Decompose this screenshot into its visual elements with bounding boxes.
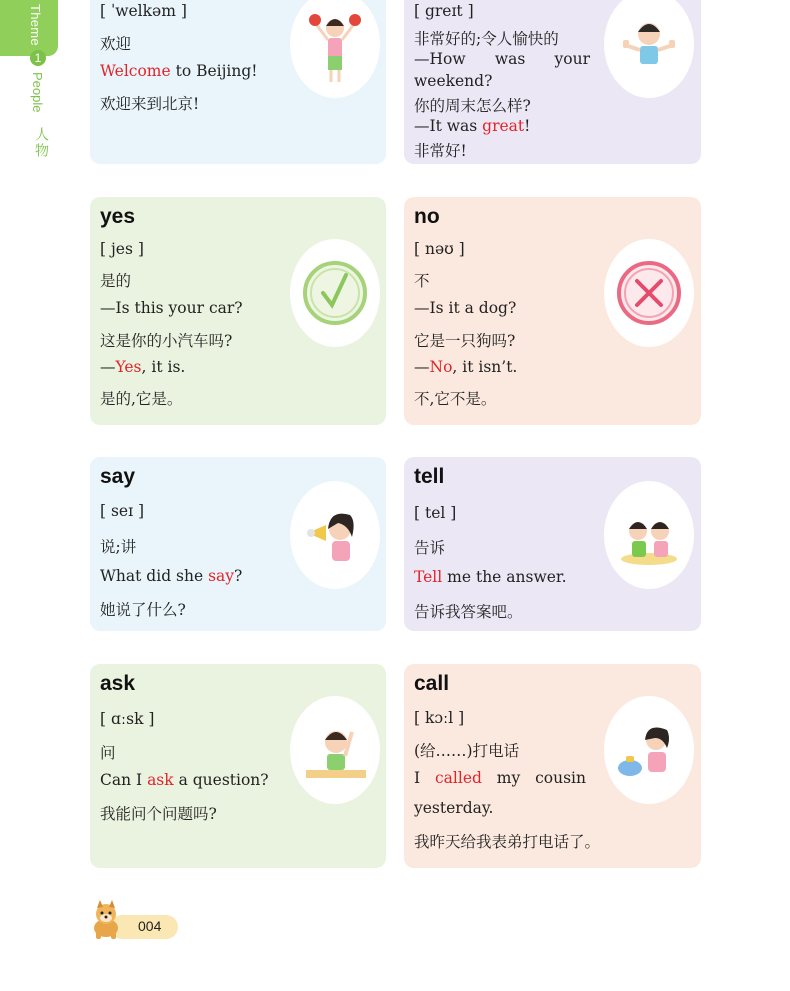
card-say bbox=[90, 457, 386, 631]
call-example-line1: I called my cousin bbox=[414, 769, 586, 787]
card-welcome bbox=[90, 0, 386, 164]
welcome-meaning: 欢迎 bbox=[100, 35, 132, 53]
ask-word: ask bbox=[100, 672, 136, 695]
yes-phonetic: [ jes ] bbox=[100, 240, 144, 258]
great-question-translation: 你的周末怎么样? bbox=[414, 97, 531, 115]
welcome-translation: 欢迎来到北京! bbox=[100, 95, 200, 113]
cross-mark-icon bbox=[604, 239, 694, 347]
welcome-example: Welcome to Beijing! bbox=[100, 62, 258, 80]
tell-phonetic: [ tel ] bbox=[414, 504, 457, 522]
card-no bbox=[404, 197, 701, 425]
great-question-line2: weekend? bbox=[414, 72, 493, 90]
call-example-line2: yesterday. bbox=[414, 799, 494, 817]
say-meaning: 说;讲 bbox=[100, 538, 137, 556]
no-question-translation: 它是一只狗吗? bbox=[414, 332, 516, 350]
tell-meaning: 告诉 bbox=[414, 539, 446, 557]
boy-raising-hand-illustration bbox=[290, 696, 380, 804]
no-meaning: 不 bbox=[414, 272, 430, 290]
yes-question-translation: 这是你的小汽车吗? bbox=[100, 332, 233, 350]
girl-megaphone-illustration bbox=[290, 481, 380, 589]
theme-label: Theme bbox=[28, 4, 43, 46]
tell-example: Tell me the answer. bbox=[414, 568, 567, 586]
great-answer: —It was great! bbox=[414, 117, 531, 135]
page-number: 004 bbox=[138, 918, 162, 934]
no-answer-translation: 不,它不是。 bbox=[414, 390, 497, 408]
call-phonetic: [ kɔːl ] bbox=[414, 709, 465, 727]
great-answer-translation: 非常好! bbox=[414, 142, 467, 160]
yes-answer: —Yes, it is. bbox=[100, 358, 186, 376]
dog-mascot-icon bbox=[86, 898, 126, 944]
great-meaning: 非常好的;令人愉快的 bbox=[414, 30, 559, 48]
no-answer: —No, it isn’t. bbox=[414, 358, 518, 376]
tell-word: tell bbox=[414, 465, 445, 488]
card-great bbox=[404, 0, 701, 164]
call-translation: 我昨天给我表弟打电话了。 bbox=[414, 833, 601, 851]
yes-word: yes bbox=[100, 205, 136, 228]
no-phonetic: [ nəʊ ] bbox=[414, 240, 465, 258]
great-phonetic: [ greɪt ] bbox=[414, 2, 474, 20]
yes-answer-translation: 是的,它是。 bbox=[100, 390, 183, 408]
ask-example: Can I ask a question? bbox=[100, 771, 269, 789]
say-word: say bbox=[100, 465, 136, 488]
check-mark-icon bbox=[290, 239, 380, 347]
card-ask bbox=[90, 664, 386, 868]
girls-whispering-illustration bbox=[604, 481, 694, 589]
great-question-line1: —How was your bbox=[414, 50, 590, 68]
card-yes bbox=[90, 197, 386, 425]
no-question: —Is it a dog? bbox=[414, 299, 517, 317]
theme-number: 1 bbox=[30, 50, 46, 66]
call-meaning: (给……)打电话 bbox=[414, 742, 520, 760]
card-call bbox=[404, 664, 701, 868]
thumbs-up-boy-illustration bbox=[604, 0, 694, 98]
yes-meaning: 是的 bbox=[100, 272, 132, 290]
say-translation: 她说了什么? bbox=[100, 601, 186, 619]
say-example: What did she say? bbox=[100, 567, 243, 585]
welcome-phonetic: [ ˈwelkəm ] bbox=[100, 2, 187, 20]
yes-question: —Is this your car? bbox=[100, 299, 243, 317]
call-word: call bbox=[414, 672, 450, 695]
girl-phone-call-illustration bbox=[604, 696, 694, 804]
ask-phonetic: [ ɑːsk ] bbox=[100, 710, 155, 728]
say-phonetic: [ seɪ ] bbox=[100, 502, 145, 520]
ask-translation: 我能问个问题吗? bbox=[100, 805, 217, 823]
theme-chinese-label: 人物 bbox=[33, 127, 49, 159]
cheerleader-girl-illustration bbox=[290, 0, 380, 98]
no-word: no bbox=[414, 205, 440, 228]
ask-meaning: 问 bbox=[100, 744, 116, 762]
card-tell bbox=[404, 457, 701, 631]
tell-translation: 告诉我答案吧。 bbox=[414, 603, 523, 621]
theme-people-label: People bbox=[30, 72, 45, 113]
